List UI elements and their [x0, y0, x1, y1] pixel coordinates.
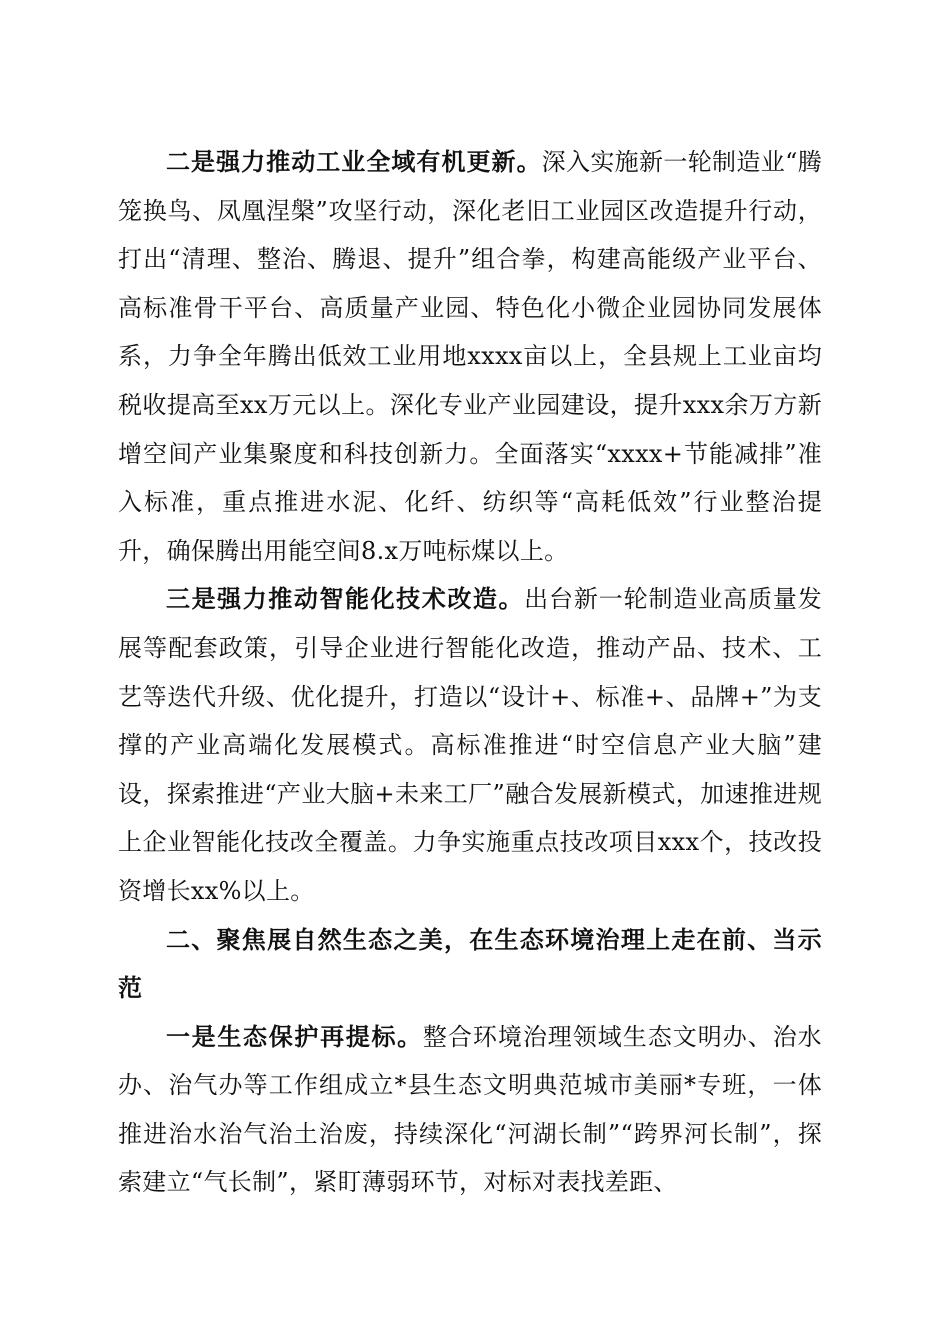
paragraph-lead: 二是强力推动工业全域有机更新。 [166, 147, 542, 176]
document-body [118, 138, 822, 1207]
paragraph-text: 出台新一轮制造业高质量发展等配套政策，引导企业进行智能化改造，推动产品、技术、工艺等迭代升级、优化提升，打造以“设计+、标准+、品牌+”为支撑的产业高端化发展模式。高标准推进“时空信息产业大脑”建设，探索推进“产业大脑+未来工厂”融合发展新模式，加速推进规上企业智能化技改全覆盖。力争实施重点技改项目xxx个，技改投资增长xx%以上。 [118, 585, 822, 905]
section-heading: 二、聚焦展自然生态之美，在生态环境治理上走在前、当示范 [118, 925, 822, 1003]
paragraph-eco-protection [118, 1013, 822, 1207]
paragraph-text: 深入实施新一轮制造业“腾笼换鸟、凤凰涅槃”攻坚行动，深化老旧工业园区改造提升行动，打出“清理、整治、腾退、提升”组合拳，构建高能级产业平台、高标准骨干平台、高质量产业园、特色化小微企业园协同发展体系，力争全年腾出低效工业用地xxxx亩以上，全县规上工业亩均税收提高至xx万元以上。深化专业产业园建设，提升xxx余万方新增空间产业集聚度和科技创新力。全面落实“xxxx+节能减排”准入标准，重点推进水泥、化纤、纺织等“高耗低效”行业整治提升，确保腾出用能空间8.x万吨标煤以上。 [118, 148, 823, 565]
paragraph-industrial-renewal [118, 138, 822, 575]
paragraph-lead: 三是强力推动智能化技术改造。 [166, 584, 525, 614]
paragraph-text: 整合环境治理领域生态文明办、治水办、治气办等工作组成立*县生态文明典范城市美丽*专班，一体推进治水治气治土治废，持续深化“河湖长制”“跨界河长制”，探索建立“气长制”，紧盯薄弱环节，对标对表找差距、 [118, 1022, 822, 1197]
paragraph-lead: 一是生态保护再提标。 [166, 1021, 423, 1051]
paragraph-smart-upgrade [118, 575, 822, 915]
